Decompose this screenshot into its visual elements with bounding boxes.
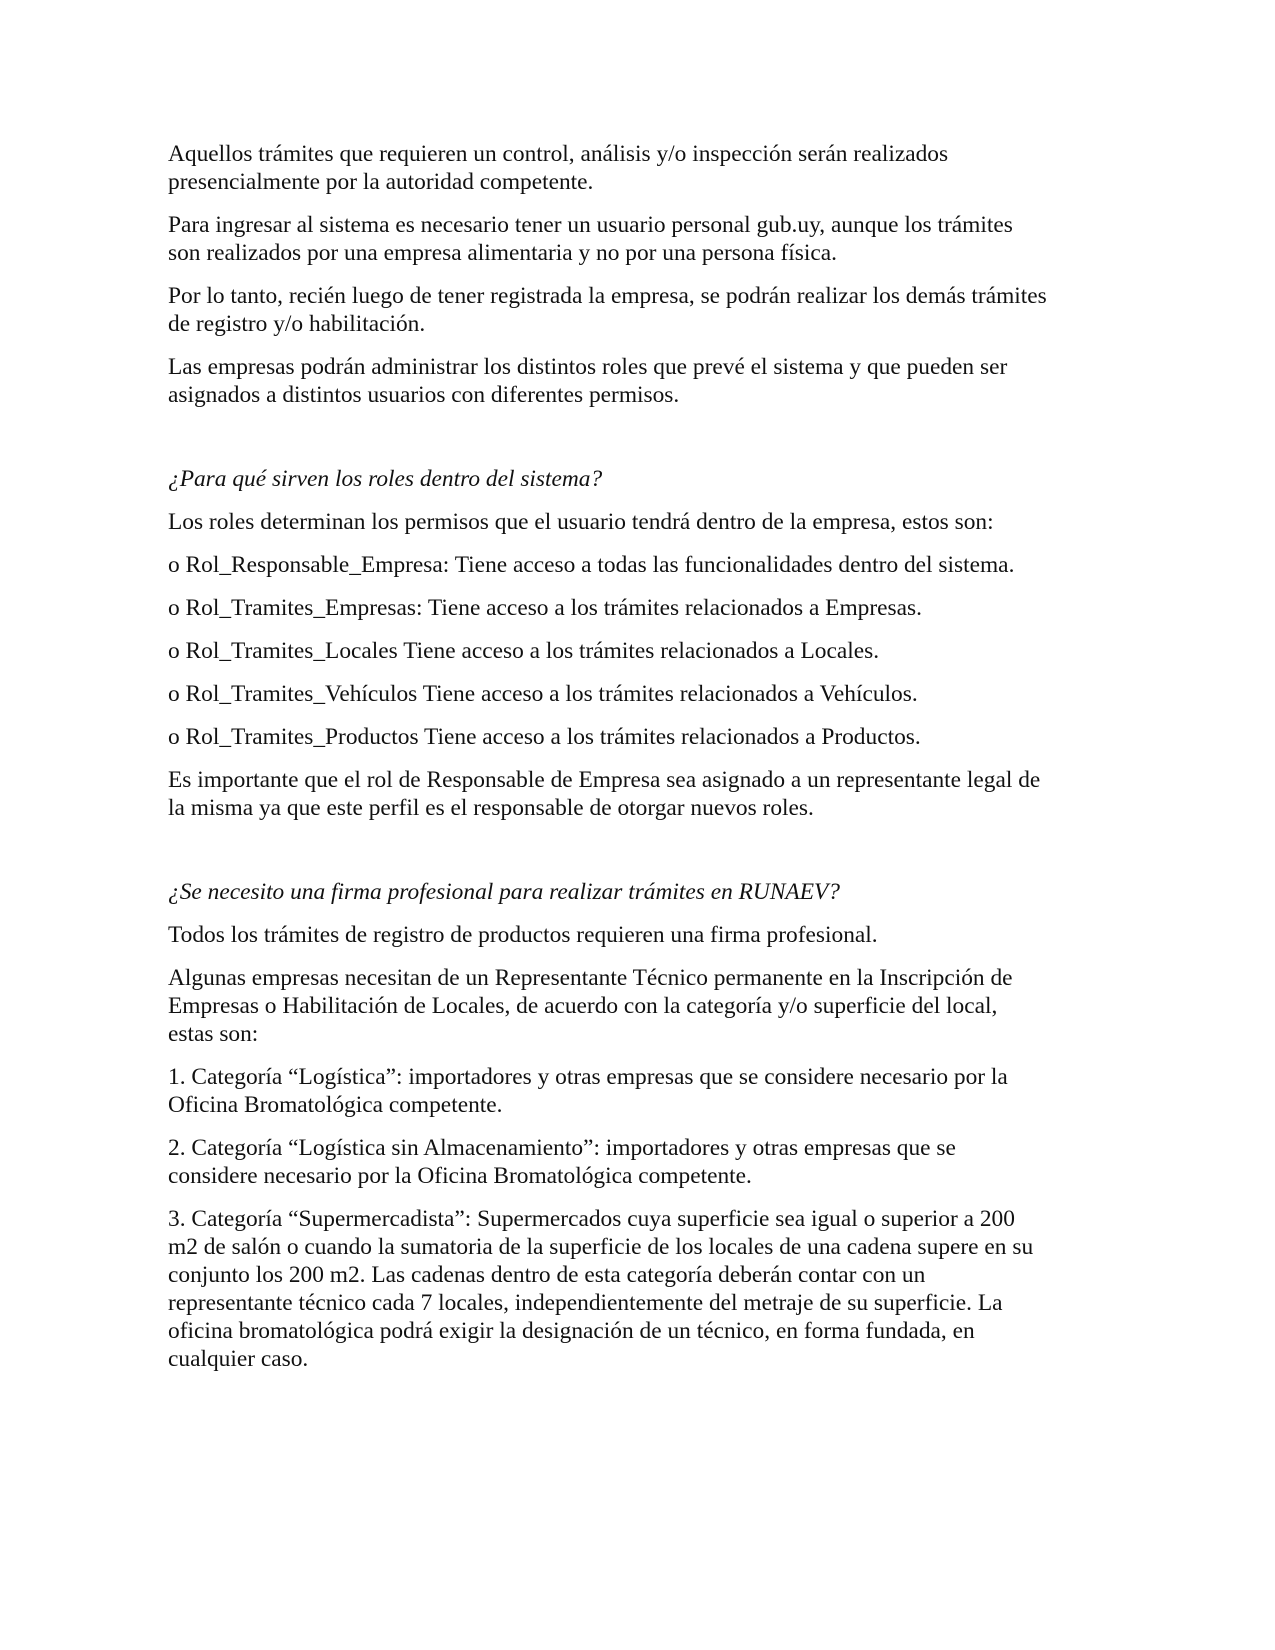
paragraph-intro-4: Las empresas podrán administrar los distintos roles que prevé el sistema y que pueden ser asignados a distintos usuarios con diferentes permisos.	[168, 354, 1008, 408]
paragraph-firma-1: Todos los trámites de registro de productos requieren una firma profesional.	[168, 922, 878, 948]
role-item: o Rol_Tramites_Productos Tiene acceso a los trámites relacionados a Productos.	[168, 724, 921, 750]
category-item: 1. Categoría “Logística”: importadores y otras empresas que se considere necesario por la Oficina Bromatológica competente.	[168, 1064, 1008, 1118]
category-item: 2. Categoría “Logística sin Almacenamiento”: importadores y otras empresas que se considere necesario por la Oficina Bromatológica competente.	[168, 1135, 956, 1189]
paragraph-firma-2: Algunas empresas necesitan de un Representante Técnico permanente en la Inscripción de Empresas o Habilitación de Locales, de acuerdo con la categoría y/o superficie del local, estas son:	[168, 965, 1013, 1047]
paragraph-intro-2: Para ingresar al sistema es necesario tener un usuario personal gub.uy, aunque los trámites son realizados por una empresa alimentaria y no por una persona física.	[168, 212, 1013, 266]
heading-roles: ¿Para qué sirven los roles dentro del sistema?	[168, 466, 603, 492]
paragraph-roles-note: Es importante que el rol de Responsable de Empresa sea asignado a un representante legal de la misma ya que este perfil es el responsable de otorgar nuevos roles.	[168, 767, 1041, 821]
paragraph-intro-1: Aquellos trámites que requieren un control, análisis y/o inspección serán realizados presencialmente por la autoridad competente.	[168, 141, 949, 195]
role-item: o Rol_Tramites_Empresas: Tiene acceso a los trámites relacionados a Empresas.	[168, 595, 922, 621]
role-item: o Rol_Tramites_Vehículos Tiene acceso a los trámites relacionados a Vehículos.	[168, 681, 918, 707]
paragraph-intro-3: Por lo tanto, recién luego de tener registrada la empresa, se podrán realizar los demás trámites de registro y/o habilitación.	[168, 283, 1047, 337]
category-item: 3. Categoría “Supermercadista”: Supermercados cuya superficie sea igual o superior a 200 m2 de salón o cuando la sumatoria de la superficie de los locales de una cadena supere en su conjunto los 200 m2. Las cadenas dentro de esta categoría deberán contar con un representante técnico cada 7 locales, independientemente del metraje de su superficie. La oficina bromatológica podrá exigir la designación de un técnico, en forma fundada, en cualquier caso.	[168, 1206, 1034, 1372]
document-page	[168, 140, 1048, 1373]
role-item: o Rol_Responsable_Empresa: Tiene acceso a todas las funcionalidades dentro del sistema.	[168, 552, 1015, 578]
heading-firma: ¿Se necesito una firma profesional para realizar trámites en RUNAEV?	[168, 879, 840, 905]
paragraph-roles-intro: Los roles determinan los permisos que el usuario tendrá dentro de la empresa, estos son:	[168, 509, 994, 535]
role-item: o Rol_Tramites_Locales Tiene acceso a los trámites relacionados a Locales.	[168, 638, 880, 664]
